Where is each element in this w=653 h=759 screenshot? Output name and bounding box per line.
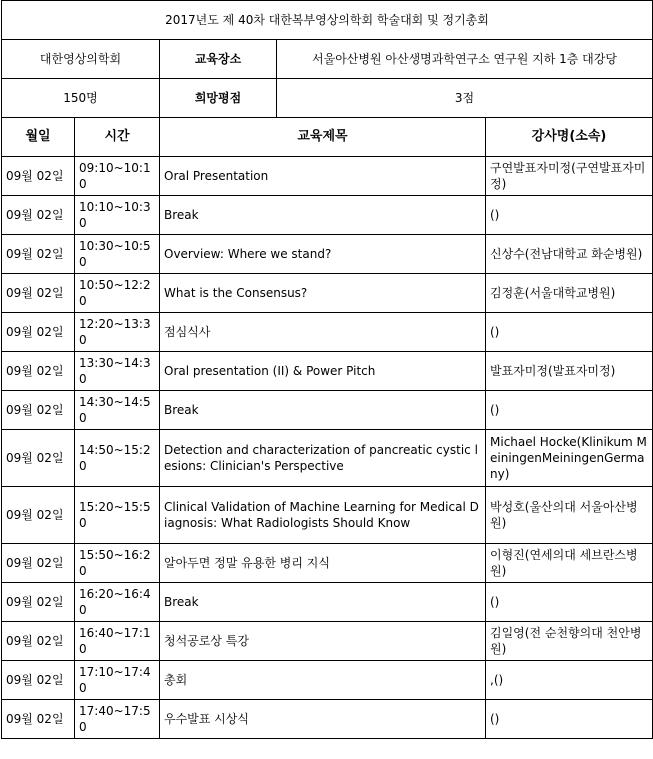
row-date: 09월 02일 bbox=[2, 235, 75, 274]
table-row bbox=[2, 583, 653, 622]
row-speaker: 김일영(전 순천향의대 천안병원) bbox=[486, 622, 653, 661]
header-subject: 교육제목 bbox=[160, 118, 486, 157]
row-speaker: () bbox=[486, 583, 653, 622]
row-date: 09월 02일 bbox=[2, 544, 75, 583]
row-subject: Break bbox=[160, 196, 486, 235]
header-time: 시간 bbox=[75, 118, 160, 157]
table-row bbox=[2, 661, 653, 700]
table-row bbox=[2, 391, 653, 430]
row-time: 09:10~10:10 bbox=[75, 157, 160, 196]
row-speaker: ,() bbox=[486, 661, 653, 700]
row-speaker: () bbox=[486, 391, 653, 430]
row-date: 09월 02일 bbox=[2, 352, 75, 391]
table-row bbox=[2, 352, 653, 391]
table-row bbox=[2, 544, 653, 583]
row-date: 09월 02일 bbox=[2, 196, 75, 235]
row-subject: Break bbox=[160, 583, 486, 622]
table-row bbox=[2, 157, 653, 196]
row-speaker: 발표자미정(발표자미정) bbox=[486, 352, 653, 391]
row-subject: 알아두면 정말 유용한 병리 지식 bbox=[160, 544, 486, 583]
table-row bbox=[2, 700, 653, 739]
row-speaker: 박성호(울산의대 서울아산병원) bbox=[486, 487, 653, 544]
row-date: 09월 02일 bbox=[2, 430, 75, 487]
row-time: 15:20~15:50 bbox=[75, 487, 160, 544]
row-time: 14:30~14:50 bbox=[75, 391, 160, 430]
row-date: 09월 02일 bbox=[2, 661, 75, 700]
venue: 서울아산병원 아산생명과학연구소 연구원 지하 1층 대강당 bbox=[277, 40, 653, 79]
row-time: 15:50~16:20 bbox=[75, 544, 160, 583]
row-subject: 점심식사 bbox=[160, 313, 486, 352]
row-speaker: Michael Hocke(Klinikum MeiningenMeiningenGermany) bbox=[486, 430, 653, 487]
schedule-table bbox=[1, 0, 653, 739]
row-date: 09월 02일 bbox=[2, 487, 75, 544]
row-subject: Oral presentation (II) & Power Pitch bbox=[160, 352, 486, 391]
row-time: 16:40~17:10 bbox=[75, 622, 160, 661]
row-date: 09월 02일 bbox=[2, 313, 75, 352]
table-row bbox=[2, 196, 653, 235]
row-subject: Break bbox=[160, 391, 486, 430]
row-speaker: () bbox=[486, 313, 653, 352]
organizer: 대한영상의학회 bbox=[2, 40, 160, 79]
points-label: 희망평점 bbox=[160, 79, 277, 118]
row-subject: Detection and characterization of pancreatic cystic lesions: Clinician's Perspective bbox=[160, 430, 486, 487]
row-time: 13:30~14:30 bbox=[75, 352, 160, 391]
row-subject: Oral Presentation bbox=[160, 157, 486, 196]
capacity: 150명 bbox=[2, 79, 160, 118]
venue-label: 교육장소 bbox=[160, 40, 277, 79]
table-row bbox=[2, 487, 653, 544]
row-time: 10:30~10:50 bbox=[75, 235, 160, 274]
row-speaker: () bbox=[486, 196, 653, 235]
row-time: 12:20~13:30 bbox=[75, 313, 160, 352]
row-time: 16:20~16:40 bbox=[75, 583, 160, 622]
row-time: 10:10~10:30 bbox=[75, 196, 160, 235]
row-speaker: 김정훈(서울대학교병원) bbox=[486, 274, 653, 313]
row-subject: 총회 bbox=[160, 661, 486, 700]
table-row bbox=[2, 622, 653, 661]
row-speaker: 이형진(연세의대 세브란스병원) bbox=[486, 544, 653, 583]
row-date: 09월 02일 bbox=[2, 622, 75, 661]
row-time: 17:40~17:50 bbox=[75, 700, 160, 739]
row-subject: What is the Consensus? bbox=[160, 274, 486, 313]
row-subject: Clinical Validation of Machine Learning for Medical Diagnosis: What Radiologists Should Know bbox=[160, 487, 486, 544]
row-speaker: 구연발표자미정(구연발표자미정) bbox=[486, 157, 653, 196]
row-speaker: 신상수(전남대학교 화순병원) bbox=[486, 235, 653, 274]
row-subject: Overview: Where we stand? bbox=[160, 235, 486, 274]
page-title: 2017년도 제 40차 대한복부영상의학회 학술대회 및 정기총회 bbox=[2, 1, 653, 40]
points: 3점 bbox=[277, 79, 653, 118]
table-row bbox=[2, 430, 653, 487]
row-date: 09월 02일 bbox=[2, 700, 75, 739]
row-date: 09월 02일 bbox=[2, 274, 75, 313]
row-subject: 우수발표 시상식 bbox=[160, 700, 486, 739]
row-speaker: () bbox=[486, 700, 653, 739]
table-row bbox=[2, 313, 653, 352]
table-row bbox=[2, 235, 653, 274]
row-date: 09월 02일 bbox=[2, 391, 75, 430]
row-date: 09월 02일 bbox=[2, 157, 75, 196]
header-speaker: 강사명(소속) bbox=[486, 118, 653, 157]
row-time: 10:50~12:20 bbox=[75, 274, 160, 313]
row-date: 09월 02일 bbox=[2, 583, 75, 622]
table-row bbox=[2, 274, 653, 313]
row-time: 17:10~17:40 bbox=[75, 661, 160, 700]
row-subject: 청석공로상 특강 bbox=[160, 622, 486, 661]
header-date: 월일 bbox=[2, 118, 75, 157]
row-time: 14:50~15:20 bbox=[75, 430, 160, 487]
